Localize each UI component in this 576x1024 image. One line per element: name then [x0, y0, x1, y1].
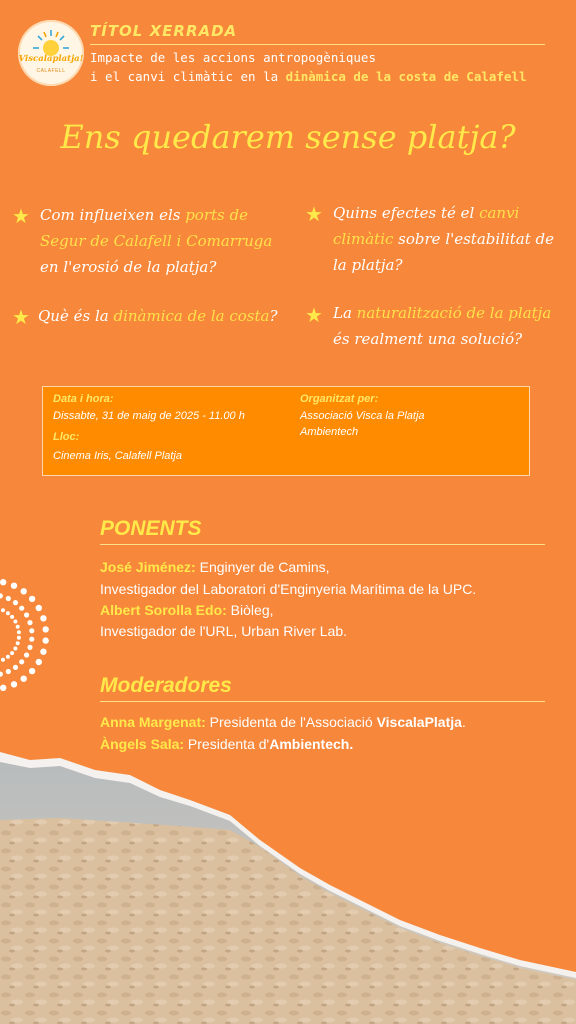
q2-text-b: ?: [269, 307, 278, 325]
speaker-2-name: Albert Sorolla Edo:: [100, 602, 227, 618]
date-value: Dissabte, 31 de maig de 2025 - 11.00 h: [53, 410, 245, 422]
subtitle-line-2: [90, 67, 560, 86]
place-label: Lloc:: [53, 431, 80, 443]
q2-text-a: Què és la: [38, 307, 114, 325]
talk-subtitle: [90, 48, 560, 86]
q3-text-c: la platja?: [333, 256, 403, 274]
question-2: [38, 303, 288, 329]
q3-highlight-a: canvi: [479, 204, 520, 222]
q3-text-b: sobre l'estabilitat de: [393, 230, 555, 248]
question-1: [40, 202, 280, 280]
logo-text: Viscalaplatja!: [18, 54, 84, 64]
organizer-value-1: Associació Visca la Platja: [300, 410, 425, 422]
moderator-2: [100, 734, 353, 755]
q2-highlight: dinàmica de la costa: [113, 307, 270, 325]
sun-logo-icon: [18, 20, 84, 86]
q4-text-a: La: [333, 304, 357, 322]
place-value: Cinema Iris, Calafell Platja: [53, 450, 182, 462]
star-icon: ★: [305, 305, 323, 327]
subtitle-prefix: i el canvi climàtic en la: [90, 69, 286, 84]
divider: [90, 44, 545, 45]
logo-subtitle: CALAFELL: [36, 68, 66, 74]
question-3: [333, 200, 563, 278]
logo: [18, 20, 84, 86]
divider: [100, 701, 545, 702]
star-icon: ★: [12, 307, 30, 329]
event-info-box: [42, 386, 530, 476]
speaker-2: [100, 600, 274, 621]
q1-text-b: en l'erosió de la platja?: [40, 258, 217, 276]
speaker-1-name: José Jiménez:: [100, 559, 196, 575]
star-icon: ★: [305, 204, 323, 226]
star-icon: ★: [12, 206, 30, 228]
moderator-1-role: Presidenta de l'Associació: [205, 714, 377, 730]
q1-highlight-b: Segur de Calafell i Comarruga: [40, 232, 273, 250]
moderator-1-org: ViscalaPlatja: [376, 714, 462, 730]
moderator-2-role: Presidenta d': [184, 736, 270, 752]
speaker-2-affiliation: Investigador de l'URL, Urban River Lab.: [100, 623, 348, 639]
headline: Ens quedarem sense platja?: [60, 118, 516, 156]
dotted-circle-decoration: [0, 560, 60, 710]
q4-text-b: és realment una solució?: [333, 330, 523, 348]
moderator-1-name: Anna Margenat:: [100, 714, 206, 730]
moderators-title: Moderadores: [100, 674, 232, 697]
organizer-label: Organitzat per:: [300, 393, 379, 405]
subtitle-highlight: dinàmica de la costa de Calafell: [285, 69, 527, 84]
question-1-line-1: [40, 202, 280, 228]
moderator-1: [100, 712, 466, 733]
question-3-line-1: [333, 200, 563, 226]
q4-highlight: naturalització de la platja: [356, 304, 552, 322]
organizer-value-2: Ambientech: [300, 426, 359, 438]
speaker-1-role: Enginyer de Camins,: [195, 559, 330, 575]
q3-highlight-b: climàtic: [333, 230, 394, 248]
date-label: Data i hora:: [53, 393, 114, 405]
q1-text-a: Com influeixen els: [40, 206, 186, 224]
moderator-2-name: Àngels Sala:: [100, 736, 185, 752]
moderator-1-end: .: [461, 714, 466, 730]
moderator-2-org: Ambientech.: [269, 736, 354, 752]
question-4-line-1: [333, 300, 563, 326]
q3-text-a: Quins efectes té el: [333, 204, 480, 222]
divider: [100, 544, 545, 545]
question-3-line-2: [333, 226, 563, 252]
speaker-2-role: Biòleg,: [226, 602, 274, 618]
question-4: [333, 300, 563, 352]
q1-highlight-a: ports de: [185, 206, 248, 224]
subtitle-line-1: Impacte de les accions antropogèniques: [90, 50, 376, 65]
speaker-1: [100, 557, 330, 578]
talk-heading: TÍTOL XERRADA: [90, 22, 238, 40]
speaker-1-affiliation: Investigador del Laboratori d'Enginyeria Marítima de la UPC.: [100, 581, 477, 597]
ponents-title: PONENTS: [100, 517, 202, 540]
